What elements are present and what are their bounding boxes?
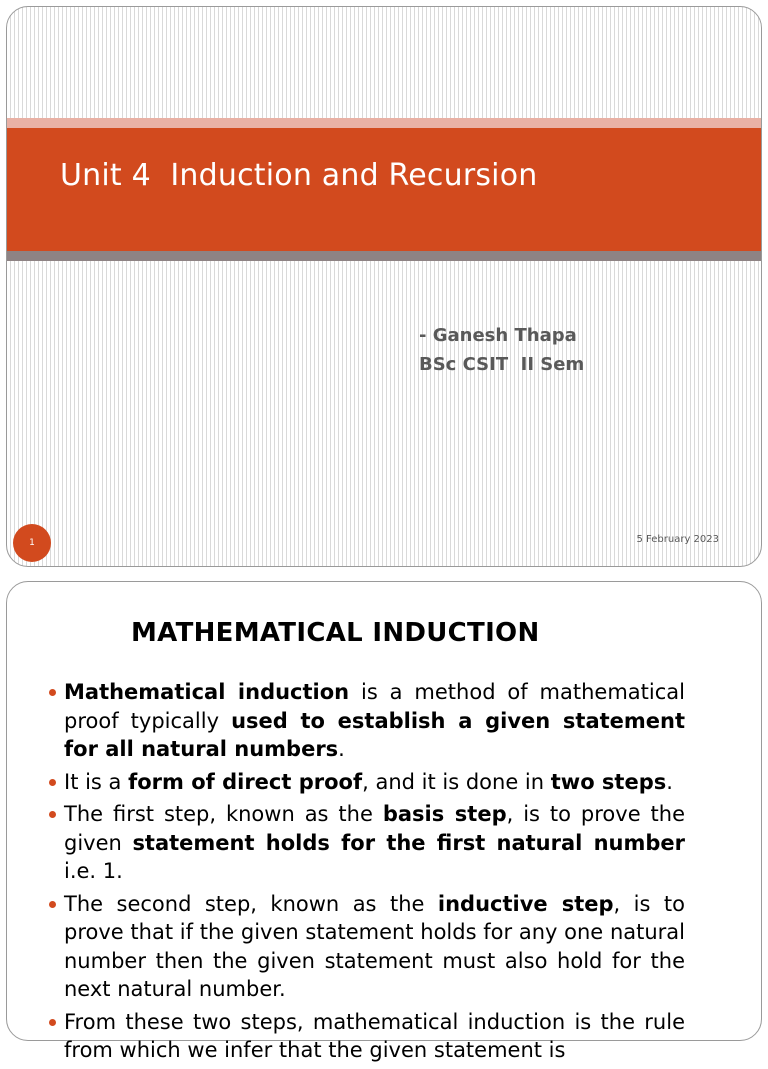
bullet-bold-text: two steps [550,769,667,794]
bullet-icon [49,689,56,696]
subtitle-block [419,321,584,379]
bullet-text: , is to prove that if the given statement holds for any one natural number then the given statement must also hold for the next natural number. [64,891,685,1001]
slide-number: 1 [29,538,35,548]
bullet-text: i.e. 1. [64,859,123,883]
bullet-text: is a method of mathematical proof typically [64,680,685,733]
content-slide [6,581,762,1062]
list-item [37,678,685,764]
course-name: BSc CSIT II Sem [419,354,585,375]
author-name: - Ganesh Thapa [419,325,577,346]
title-slide [6,6,762,567]
bullet-text: . [338,737,345,761]
bullet-text: . [666,769,673,794]
list-item [37,1008,685,1065]
bullet-list [37,678,685,1069]
header-band-light [7,118,761,128]
list-item [37,768,685,797]
list-item [37,800,685,886]
bullet-text: The second step, known as the [64,891,438,916]
bullet-text: It is a [64,769,129,794]
bullet-bold-text: inductive step [437,891,614,916]
bullet-icon [49,1019,56,1026]
bullet-text: , and it is done in [362,769,551,794]
bullet-text: From these two steps, mathematical induction is the rule from which we infer that the given statement is [64,1009,685,1062]
list-item [37,890,685,1004]
slide-number-badge [13,524,51,562]
bullet-icon [49,779,56,786]
bullet-text: , is to prove the given [64,802,685,855]
bullet-icon [49,811,56,818]
slide-title: Unit 4 Induction and Recursion [60,158,538,193]
bullet-bold-text: basis step [382,802,507,826]
header-band-dark [7,251,761,261]
bullet-bold-text: Mathematical induction [64,680,350,704]
slide-date: 5 February 2023 [636,534,719,545]
bullet-bold-text: statement holds for the first natural number [132,830,685,855]
bullet-bold-text: used to establish a given statement for all natural numbers [64,708,686,761]
bullet-icon [49,901,56,908]
bullet-text: The first step, known as the [64,802,383,826]
bullet-bold-text: form of direct proof [128,769,363,794]
slide-heading: MATHEMATICAL INDUCTION [131,618,540,648]
